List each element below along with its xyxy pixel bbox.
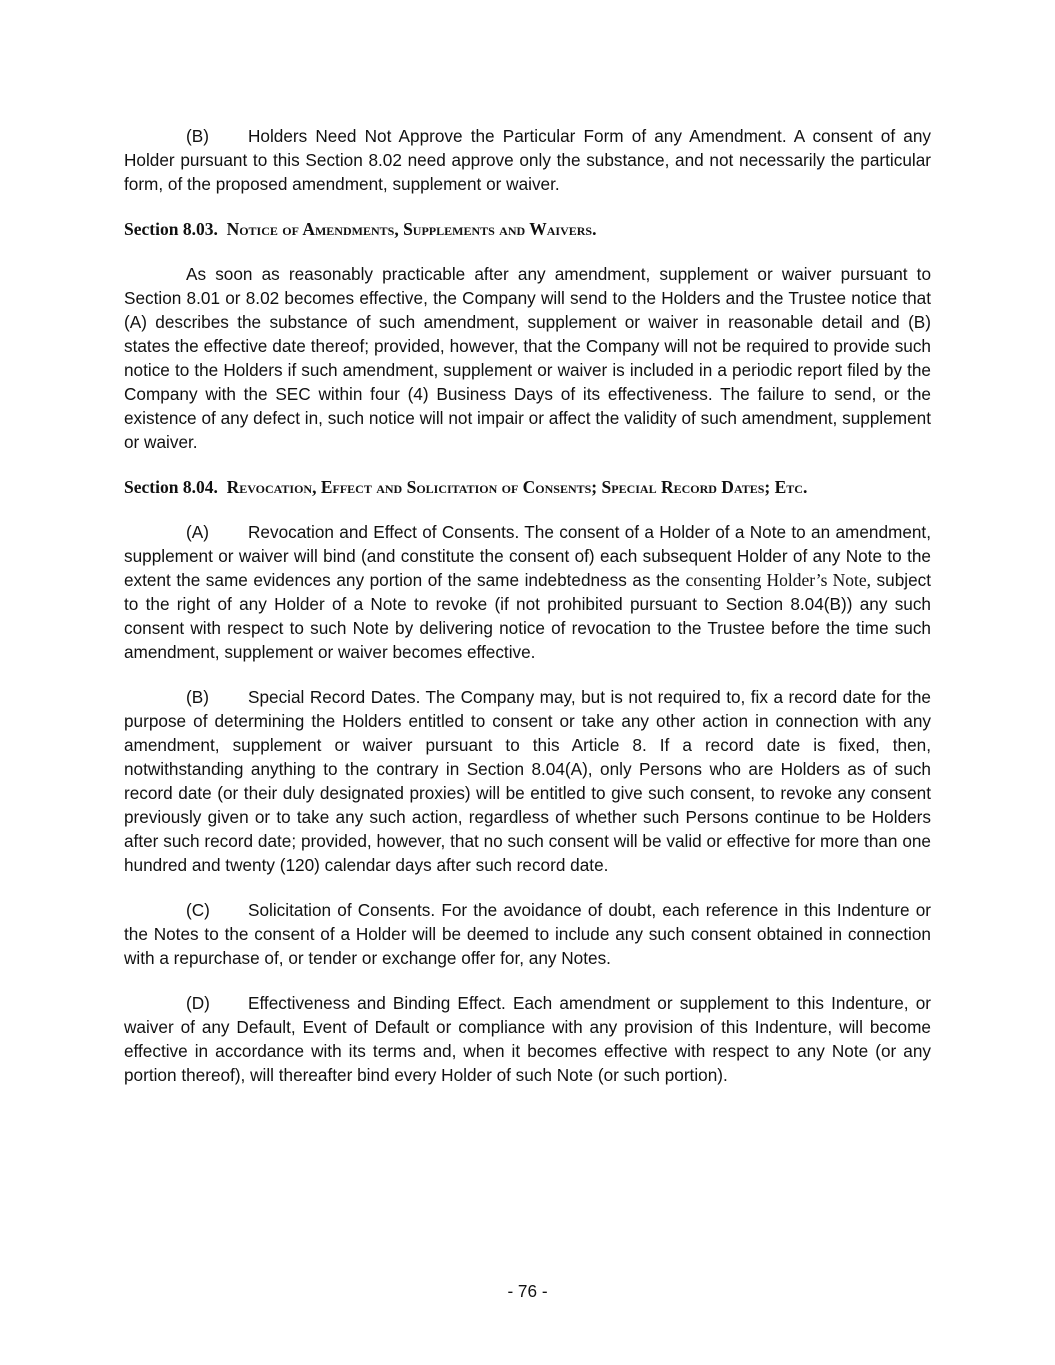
- paragraph-label: (C): [186, 900, 210, 920]
- section-8-03-body: As soon as reasonably practicable after any amendment, supplement or waiver pursuant to Section 8.01 or 8.02 becomes effective, the Company will send to the Holders and the Trustee notice that (A) describes the substance of such amendment, supplement or waiver in reasonable detail and (B) states the effective date thereof; provided, however, that the Company will not be required to provide such notice to the Holders if such amendment, supplement or waiver is included in a periodic report filed by the Company with the SEC within four (4) Business Days of its effectiveness. The failure to send, or the existence of any defect in, such notice will not impair or affect the validity of such amendment, supplement or waiver.: [124, 264, 931, 452]
- paragraph-label: (D): [186, 993, 210, 1013]
- paragraph-text: Effectiveness and Binding Effect. Each amendment or supplement to this Indenture, or waiver of any Default, Event of Default or compliance with any provision of this Indenture, will become effective in accordance with its terms and, when it becomes effective with respect to any Note (or any portion thereof), will thereafter bind every Holder of such Note (or such portion).: [124, 993, 931, 1085]
- paragraph-text: subject to the right of any Holder of a Note to revoke (if not prohibited pursuant to Section 8.04(B)) any such consent with respect to such Note by delivering notice of revocation to the Trustee before the time such amendment, supplement or waiver becomes effective.: [124, 570, 932, 662]
- paragraph-text-serif: consenting Holder’s Note,: [685, 570, 871, 590]
- document-page: [124, 124, 931, 1087]
- paragraph-8-04-d: [124, 991, 931, 1087]
- section-number: Section 8.03.: [124, 219, 218, 239]
- paragraph-label: (B): [186, 687, 209, 707]
- paragraph-8-04-a: [124, 520, 931, 664]
- paragraph-label: (B): [186, 126, 209, 146]
- paragraph-8-02-b: [124, 124, 931, 196]
- paragraph-label: (A): [186, 522, 209, 542]
- paragraph-8-04-c: [124, 898, 931, 970]
- section-8-04-heading: [124, 475, 931, 499]
- section-number: Section 8.04.: [124, 477, 218, 497]
- paragraph-text: Special Record Dates. The Company may, but is not required to, fix a record date for the purpose of determining the Holders entitled to consent or take any other action in connection with any amendment, supplement or waiver pursuant to this Article 8. If a record date is fixed, then, notwithstanding anything to the contrary in Section 8.04(A), only Persons who are Holders as of such record date (or their duly designated proxies) will be entitled to give such consent, to revoke any consent previously given or to take any such action, regardless of whether such Persons continue to be Holders after such record date; provided, however, that no such consent will be valid or effective for more than one hundred and twenty (120) calendar days after such record date.: [124, 687, 931, 875]
- paragraph-text: Holders Need Not Approve the Particular Form of any Amendment. A consent of any Holder pursuant to this Section 8.02 need approve only the substance, and not necessarily the particular form, of the proposed amendment, supplement or waiver.: [124, 126, 931, 194]
- section-title: Notice of Amendments, Supplements and Waivers.: [226, 219, 597, 239]
- paragraph-text: Revocation and Effect of Consents. The consent of a Holder of a Note to an amendment, supplement or waiver will bind (and constitute the consent of) each subsequent Holder of any Note to the extent the same evidences any portion of the same indebtedness as the: [124, 522, 931, 590]
- paragraph-text: Solicitation of Consents. For the avoidance of doubt, each reference in this Indenture or the Notes to the consent of a Holder will be deemed to include any such consent obtained in connection with a repurchase of, or tender or exchange offer for, any Notes.: [124, 900, 931, 968]
- page-number: - 76 -: [507, 1281, 548, 1301]
- section-8-03-heading: [124, 217, 931, 241]
- section-title: Revocation, Effect and Solicitation of Consents; Special Record Dates; Etc.: [226, 477, 808, 497]
- paragraph-8-04-b: [124, 685, 931, 877]
